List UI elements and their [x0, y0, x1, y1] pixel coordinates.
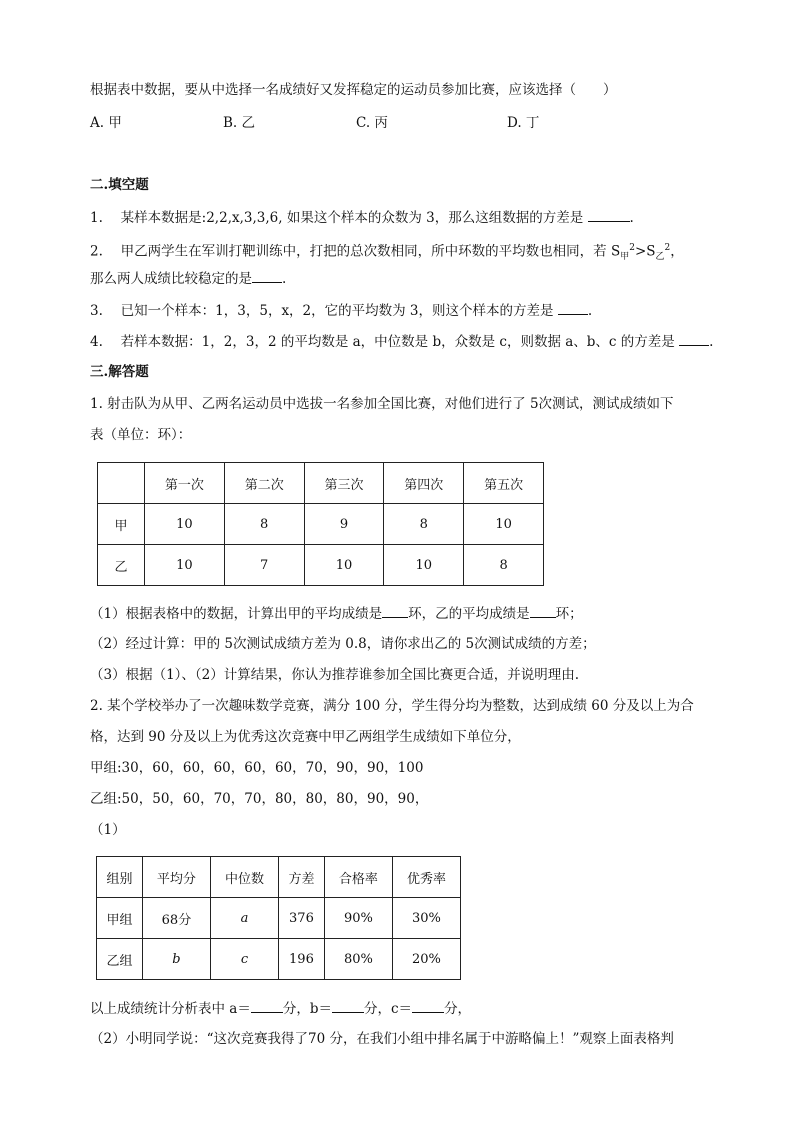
- table-cell: 甲: [98, 504, 145, 545]
- fill-q2-sub-yi: 乙: [655, 252, 665, 263]
- table-header-cell: 第四次: [384, 463, 464, 504]
- table-header-row: [97, 857, 461, 898]
- table-row: [97, 939, 461, 980]
- table-cell: 68分: [142, 898, 210, 939]
- table-cell: 甲组: [97, 898, 143, 939]
- table-cell: 8: [224, 504, 304, 545]
- fill-q4-end: .: [709, 334, 714, 350]
- solve2-fill: [90, 998, 471, 1019]
- table-cell: 7: [224, 545, 304, 586]
- fill-question-3: [90, 300, 592, 321]
- fill-question-4: [90, 331, 713, 352]
- table-cell: 80%: [324, 939, 392, 980]
- answer-blank[interactable]: [530, 603, 556, 618]
- fill-q2-comma: ，: [670, 243, 684, 260]
- table-cell: 10: [464, 504, 544, 545]
- table-header-cell: 第五次: [464, 463, 544, 504]
- section-solve-title: 三.解答题: [90, 364, 149, 380]
- solve2-line2: 格，达到 90 分及以上为优秀这次竞赛中甲乙两组学生成绩如下单位分，: [90, 729, 521, 745]
- solve1-p1-text-b: 环，乙的平均成绩是: [408, 606, 530, 622]
- fill-q2-sup-2: 2: [664, 243, 671, 253]
- table-header-cell: 优秀率: [392, 857, 460, 898]
- answer-blank[interactable]: [412, 998, 444, 1013]
- option-b[interactable]: B. 乙: [223, 115, 256, 131]
- solve1-p1-text-c: 环；: [555, 606, 583, 622]
- solve2-line1: 2. 某个学校举办了一次趣味数学竞赛，满分 100 分，学生得分均为整数，达到成绩 60 分及以上为合: [90, 698, 694, 714]
- solve2-part1-label: （1）: [90, 822, 126, 838]
- contest-stats-table: [96, 856, 461, 980]
- solve1-part3: （3）根据（1）、（2）计算结果，你认为推荐谁参加全国比赛更合适，并说明理由.: [90, 667, 580, 683]
- table-cell: c: [210, 939, 278, 980]
- fill-q4-text: 4. 若样本数据：1，2，3，2 的平均数是 a，中位数是 b，众数是 c，则数据 a、b、c 的方差是: [90, 334, 675, 350]
- fill-q2-line2-text: 那么两人成绩比较稳定的是: [90, 271, 252, 287]
- table-header-cell: 中位数: [210, 857, 278, 898]
- fill-q2-gt: >S: [634, 243, 656, 260]
- table-row: [98, 545, 544, 586]
- table-cell: 90%: [324, 898, 392, 939]
- solve1-p1-text-a: （1）根据表格中的数据，计算出甲的平均成绩是: [90, 606, 383, 622]
- answer-blank[interactable]: [679, 331, 709, 346]
- option-d[interactable]: D. 丁: [507, 115, 540, 131]
- fill-q3-text: 3. 已知一个样本：1，3，5，x，2，它的平均数为 3，则这个样本的方差是: [90, 303, 554, 319]
- table-cell: 10: [384, 545, 464, 586]
- fill-q2-end: .: [282, 271, 287, 287]
- fill-q1-text: 1. 某样本数据是:2,2,x,3,3,6, 如果这个样本的众数为 3，那么这组数据的方差是: [90, 210, 584, 226]
- solve2-fill-d: 分，: [444, 1001, 472, 1017]
- option-a[interactable]: A. 甲: [90, 115, 122, 131]
- table-cell: b: [142, 939, 210, 980]
- solve1-part1: [90, 603, 583, 624]
- group-a-scores: 甲组:30，60，60，60，60，60，70，90，90，100: [90, 760, 424, 776]
- table-row: [98, 504, 544, 545]
- solve2-fill-b: 分，b＝: [282, 1001, 332, 1017]
- solve1-line1: 1. 射击队为从甲、乙两名运动员中选拔一名参加全国比赛，对他们进行了 5次测试，测试成绩如下: [90, 396, 674, 412]
- table-cell: 乙组: [97, 939, 143, 980]
- fill-question-2-line2: [90, 268, 286, 289]
- fill-q2-sup-1: 2: [629, 243, 635, 253]
- table-cell: 10: [304, 545, 384, 586]
- option-c[interactable]: C. 丙: [356, 115, 388, 131]
- table-cell: 8: [384, 504, 464, 545]
- table-header-cell: 第一次: [145, 463, 225, 504]
- answer-blank[interactable]: [332, 998, 364, 1013]
- answer-blank[interactable]: [588, 207, 630, 222]
- table-row: [97, 898, 461, 939]
- table-header-cell: 方差: [278, 857, 324, 898]
- table-cell: 10: [145, 545, 225, 586]
- group-b-scores: 乙组:50，50，60，70，70，80，80，80，90，90，: [90, 791, 429, 807]
- solve2-fill-c: 分，c＝: [364, 1001, 413, 1017]
- answer-blank[interactable]: [558, 300, 588, 315]
- table-cell: 乙: [98, 545, 145, 586]
- table-header-cell: 第三次: [304, 463, 384, 504]
- table-cell: 196: [278, 939, 324, 980]
- fill-q2-sub-jia: 甲: [620, 252, 630, 263]
- table-cell: 8: [464, 545, 544, 586]
- fill-q2-text: 2. 甲乙两学生在军训打靶训练中，打把的总次数相同，所中环数的平均数也相同，若 S: [90, 243, 621, 260]
- table-cell: 9: [304, 504, 384, 545]
- table-header-cell: [98, 463, 145, 504]
- solve1-line2: 表（单位：环）：: [90, 427, 192, 443]
- shooting-scores-table: [97, 462, 544, 586]
- solve1-part2: （2）经过计算：甲的 5次测试成绩方差为 0.8，请你求出乙的 5次测试成绩的方差；: [90, 636, 596, 652]
- answer-blank[interactable]: [251, 998, 283, 1013]
- table-header-cell: 第二次: [224, 463, 304, 504]
- table-cell: 20%: [392, 939, 460, 980]
- fill-q1-end: .: [629, 210, 634, 226]
- fill-question-2: [90, 238, 684, 267]
- table-header-cell: 平均分: [142, 857, 210, 898]
- answer-blank[interactable]: [252, 268, 282, 283]
- table-header-cell: 合格率: [324, 857, 392, 898]
- fill-q3-end: .: [587, 303, 593, 319]
- fill-question-1: [90, 207, 634, 228]
- table-header-row: [98, 463, 544, 504]
- solve2-part2: （2）小明同学说：“这次竞赛我得了70 分，在我们小组中排名属于中游略偏上！”观察上面表格判: [90, 1031, 674, 1047]
- table-header-cell: 组别: [97, 857, 143, 898]
- table-cell: 10: [145, 504, 225, 545]
- answer-blank[interactable]: [382, 603, 408, 618]
- solve2-fill-a: 以上成绩统计分析表中 a＝: [90, 1001, 251, 1017]
- table-cell: 376: [278, 898, 324, 939]
- section-fill-title: 二.填空题: [90, 177, 149, 193]
- table-cell: a: [210, 898, 278, 939]
- table-cell: 30%: [392, 898, 460, 939]
- question-stem: 根据表中数据，要从中选择一名成绩好又发挥稳定的运动员参加比赛，应该选择（ ）: [90, 82, 617, 98]
